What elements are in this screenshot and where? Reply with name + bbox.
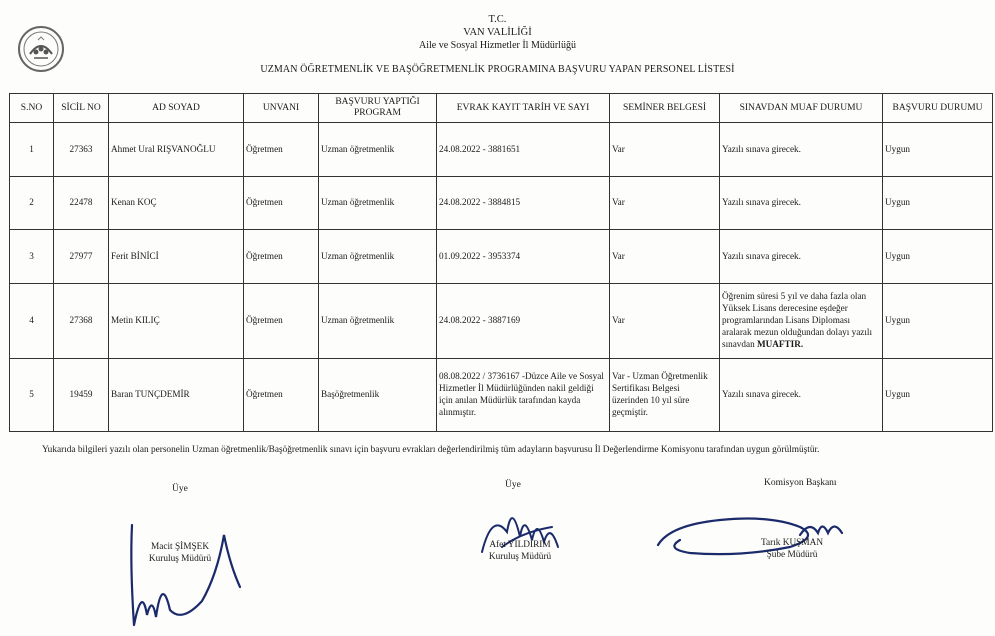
signature-title-1: Kuruluş Müdürü	[148, 554, 212, 565]
cell-durum: Uygun	[883, 230, 993, 284]
cell-sno: 5	[10, 359, 54, 432]
cell-sicil: 19459	[54, 359, 109, 432]
table-row	[10, 123, 993, 177]
document-title: UZMAN ÖĞRETMENLİK VE BAŞÖĞRETMENLİK PROGRAMINA BAŞVURU YAPAN PERSONEL LİSTESİ	[260, 64, 735, 75]
cell-program: Başöğretmenlik	[319, 359, 437, 432]
cell-adsoyad: Metin KILIÇ	[109, 284, 244, 359]
signature-block-1	[130, 541, 230, 565]
signature-block-3	[742, 537, 842, 561]
col-header-seminer: SEMİNER BELGESİ	[610, 94, 720, 123]
cell-program: Uzman öğretmenlik	[319, 123, 437, 177]
cell-sno: 4	[10, 284, 54, 359]
cell-adsoyad: Ahmet Ural RIŞVANOĞLU	[109, 123, 244, 177]
table-row	[10, 284, 993, 359]
signature-name-2: Afet YILDIRIM	[489, 540, 551, 550]
signature-name-3: Tarık KUŞMAN	[760, 538, 824, 548]
signature-role-2: Üye	[505, 480, 521, 490]
approval-statement: Yukarıda bilgileri yazılı olan personelin Uzman öğretmenlik/Başöğretmenlik sınavı için başvuru evrakları değerlendirilmiş tüm adayların başvurusu İl Değerlendirme Komisyonu tarafından uygun görülmüştür.	[42, 445, 820, 455]
cell-muaf: Yazılı sınava girecek.	[720, 123, 883, 177]
signature-role-3: Komisyon Başkanı	[764, 478, 837, 488]
cell-unvan: Öğretmen	[244, 359, 319, 432]
table-row	[10, 177, 993, 230]
signature-title-2: Kuruluş Müdürü	[488, 552, 552, 563]
col-header-muaf: SINAVDAN MUAF DURUMU	[720, 94, 883, 123]
personnel-table	[9, 93, 993, 432]
cell-durum: Uygun	[883, 359, 993, 432]
cell-durum: Uygun	[883, 123, 993, 177]
col-header-durum: BAŞVURU DURUMU	[883, 94, 993, 123]
cell-durum: Uygun	[883, 284, 993, 359]
cell-sicil: 27363	[54, 123, 109, 177]
cell-muaf	[720, 284, 883, 359]
signature-name-1: Macit ŞİMŞEK	[150, 542, 210, 552]
cell-seminer: Var	[610, 177, 720, 230]
table-row	[10, 230, 993, 284]
cell-unvan: Öğretmen	[244, 123, 319, 177]
cell-evrak: 01.09.2022 - 3953374	[437, 230, 610, 284]
cell-unvan: Öğretmen	[244, 284, 319, 359]
col-header-adsoyad: AD SOYAD	[109, 94, 244, 123]
cell-sicil: 27977	[54, 230, 109, 284]
cell-program: Uzman öğretmenlik	[319, 177, 437, 230]
cell-evrak: 24.08.2022 - 3887169	[437, 284, 610, 359]
cell-seminer: Var	[610, 230, 720, 284]
cell-adsoyad: Ferit BİNİCİ	[109, 230, 244, 284]
cell-sno: 2	[10, 177, 54, 230]
muaf-bold-text: MUAFTIR.	[756, 338, 804, 349]
cell-sno: 3	[10, 230, 54, 284]
cell-muaf: Yazılı sınava girecek.	[720, 177, 883, 230]
header-mudurluk: Aile ve Sosyal Hizmetler İl Müdürlüğü	[419, 40, 576, 51]
signature-role-1: Üye	[172, 484, 188, 494]
col-header-sicil: SİCİL NO	[54, 94, 109, 123]
cell-muaf: Yazılı sınava girecek.	[720, 359, 883, 432]
cell-unvan: Öğretmen	[244, 230, 319, 284]
cell-durum: Uygun	[883, 177, 993, 230]
cell-unvan: Öğretmen	[244, 177, 319, 230]
muaf-text: Öğrenim süresi 5 yıl ve daha fazla olan Yüksek Lisans derecesine eşdeğer programlarından Lisans Diploması aralarak mezun olduğundan dolayı yazılı sınavdan	[722, 291, 873, 349]
col-header-unvan: UNVANI	[244, 94, 319, 123]
cell-muaf: Yazılı sınava girecek.	[720, 230, 883, 284]
cell-seminer: Var	[610, 284, 720, 359]
cell-seminer: Var	[610, 123, 720, 177]
cell-program: Uzman öğretmenlik	[319, 230, 437, 284]
table-row	[10, 359, 993, 432]
cell-evrak: 08.08.2022 / 3736167 -Düzce Aile ve Sosyal Hizmetler İl Müdürlüğünden nakil geldiği için anılan Müdürlük tarafından kayda alınmıştır.	[437, 359, 610, 432]
signature-block-2	[470, 539, 570, 563]
cell-adsoyad: Kenan KOÇ	[109, 177, 244, 230]
col-header-evrak: EVRAK KAYIT TARİH VE SAYI	[437, 94, 610, 123]
cell-program: Uzman öğretmenlik	[319, 284, 437, 359]
col-header-sno: S.NO	[10, 94, 54, 123]
cell-adsoyad: Baran TUNÇDEMİR	[109, 359, 244, 432]
cell-seminer: Var - Uzman Öğretmenlik Sertifikası Belgesi üzerinden 10 yıl süre geçmiştir.	[610, 359, 720, 432]
cell-sicil: 27368	[54, 284, 109, 359]
cell-evrak: 24.08.2022 - 3881651	[437, 123, 610, 177]
cell-sno: 1	[10, 123, 54, 177]
table-header-row	[10, 94, 993, 123]
header-tc: T.C.	[488, 14, 507, 25]
signature-title-3: Şube Müdürü	[766, 550, 818, 561]
cell-evrak: 24.08.2022 - 3884815	[437, 177, 610, 230]
col-header-program: BAŞVURU YAPTIĞI PROGRAM	[319, 94, 437, 123]
cell-sicil: 22478	[54, 177, 109, 230]
signature-1-icon	[122, 505, 262, 635]
header-valilik: VAN VALİLİĞİ	[463, 27, 532, 38]
